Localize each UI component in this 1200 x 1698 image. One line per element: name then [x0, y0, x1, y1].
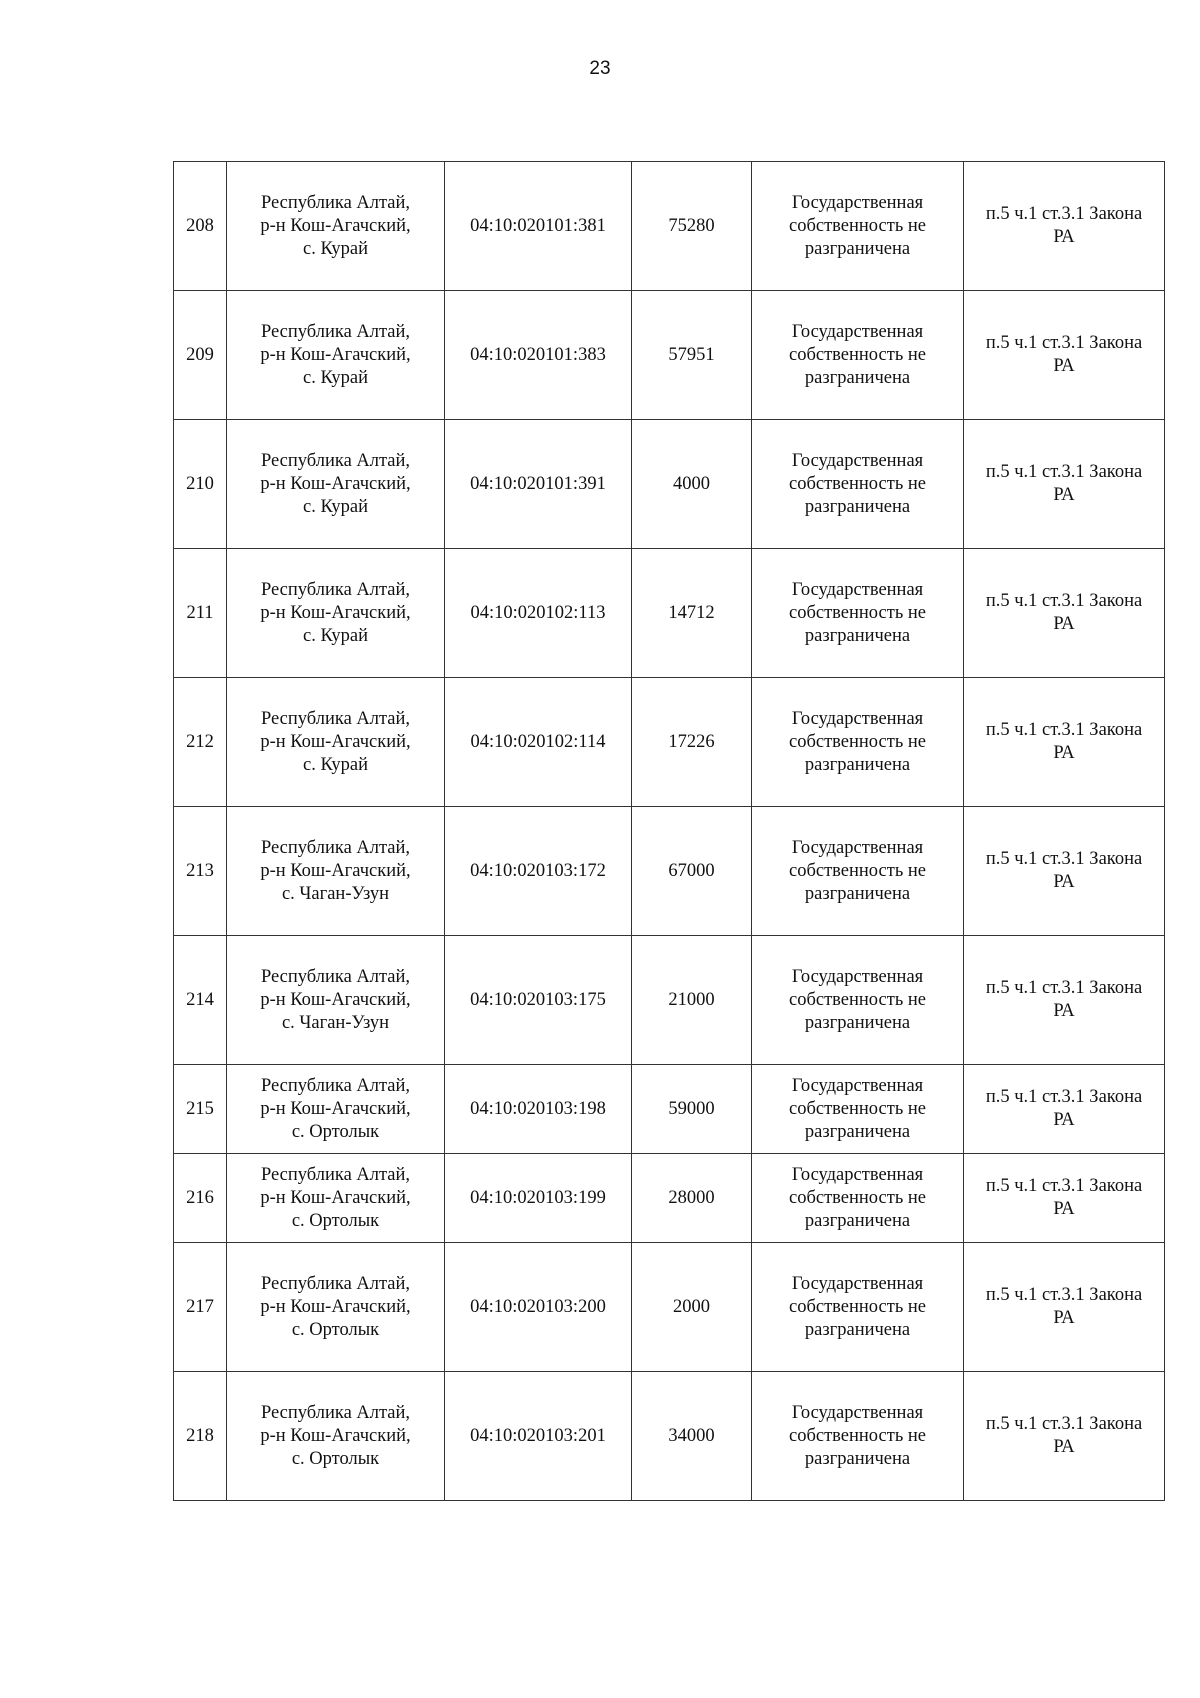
address-cell-line: Республика Алтай, [260, 1402, 411, 1423]
ownership-cell-line: Государственная [791, 321, 924, 342]
ownership-cell [752, 1065, 964, 1154]
ownership-cell-line: собственность не [789, 731, 926, 752]
address-cell-line: Республика Алтай, [260, 579, 411, 600]
address-cell [227, 678, 445, 807]
table-row [174, 807, 1165, 936]
address-cell-line: р-н Кош-Агачский, [260, 860, 411, 881]
legal-basis-cell-line: РА [1053, 1110, 1075, 1130]
address-cell [227, 807, 445, 936]
address-cell-line: с. Курай [302, 625, 369, 646]
legal-basis-cell-line: РА [1053, 485, 1075, 505]
legal-basis-cell [964, 162, 1165, 291]
area-cell: 67000 [632, 807, 752, 936]
address-cell [227, 549, 445, 678]
address-cell-line: Республика Алтай, [260, 192, 411, 213]
page-number: 23 [589, 58, 611, 79]
address-cell-line: с. Курай [302, 496, 369, 517]
address-cell-line: с. Чаган-Узун [281, 883, 390, 904]
legal-basis-cell-line: п.5 ч.1 ст.3.1 Закона [985, 462, 1143, 482]
ownership-cell-line: Государственная [791, 192, 924, 213]
cadastral-number-cell: 04:10:020103:172 [445, 807, 632, 936]
land-plot-table [173, 161, 1165, 1501]
legal-basis-cell-line: п.5 ч.1 ст.3.1 Закона [985, 720, 1143, 740]
legal-basis-cell-line: п.5 ч.1 ст.3.1 Закона [985, 978, 1143, 998]
address-cell-line: р-н Кош-Агачский, [260, 215, 411, 236]
cadastral-number-cell: 04:10:020101:391 [445, 420, 632, 549]
ownership-cell-line: разграничена [804, 238, 911, 259]
address-cell-line: р-н Кош-Агачский, [260, 731, 411, 752]
address-cell [227, 936, 445, 1065]
area-cell: 21000 [632, 936, 752, 1065]
table-row [174, 549, 1165, 678]
address-cell-line: с. Чаган-Узун [281, 1012, 390, 1033]
table-row [174, 291, 1165, 420]
legal-basis-cell-line: п.5 ч.1 ст.3.1 Закона [985, 1414, 1143, 1434]
ownership-cell-line: Государственная [791, 450, 924, 471]
legal-basis-cell-line: РА [1053, 1437, 1075, 1457]
row-number-cell: 215 [174, 1065, 227, 1154]
ownership-cell-line: собственность не [789, 860, 926, 881]
address-cell-line: Республика Алтай, [260, 1075, 411, 1096]
legal-basis-cell-line: п.5 ч.1 ст.3.1 Закона [985, 333, 1143, 353]
cadastral-number-cell: 04:10:020101:383 [445, 291, 632, 420]
address-cell-line: с. Курай [302, 754, 369, 775]
legal-basis-cell-line: РА [1053, 356, 1075, 376]
legal-basis-cell [964, 936, 1165, 1065]
ownership-cell-line: собственность не [789, 1296, 926, 1317]
table-row [174, 1154, 1165, 1243]
ownership-cell [752, 549, 964, 678]
address-cell-line: с. Ортолык [291, 1121, 380, 1142]
area-cell: 75280 [632, 162, 752, 291]
table-row [174, 936, 1165, 1065]
ownership-cell [752, 678, 964, 807]
legal-basis-cell-line: РА [1053, 743, 1075, 763]
address-cell [227, 162, 445, 291]
ownership-cell-line: разграничена [804, 1319, 911, 1340]
ownership-cell-line: разграничена [804, 1012, 911, 1033]
address-cell [227, 1154, 445, 1243]
legal-basis-cell-line: п.5 ч.1 ст.3.1 Закона [985, 204, 1143, 224]
area-cell: 28000 [632, 1154, 752, 1243]
area-cell: 14712 [632, 549, 752, 678]
cadastral-number-cell: 04:10:020103:199 [445, 1154, 632, 1243]
table-row [174, 1065, 1165, 1154]
ownership-cell-line: Государственная [791, 1402, 924, 1423]
legal-basis-cell [964, 807, 1165, 936]
area-cell: 4000 [632, 420, 752, 549]
address-cell-line: с. Курай [302, 367, 369, 388]
address-cell-line: Республика Алтай, [260, 1164, 411, 1185]
ownership-cell-line: разграничена [804, 496, 911, 517]
ownership-cell-line: разграничена [804, 625, 911, 646]
address-cell-line: р-н Кош-Агачский, [260, 602, 411, 623]
cadastral-number-cell: 04:10:020102:114 [445, 678, 632, 807]
address-cell-line: Республика Алтай, [260, 708, 411, 729]
cadastral-number-cell: 04:10:020103:198 [445, 1065, 632, 1154]
legal-basis-cell-line: РА [1053, 1199, 1075, 1219]
address-cell [227, 1372, 445, 1501]
address-cell-line: Республика Алтай, [260, 321, 411, 342]
legal-basis-cell-line: РА [1053, 1001, 1075, 1021]
ownership-cell-line: собственность не [789, 215, 926, 236]
row-number-cell: 217 [174, 1243, 227, 1372]
area-cell: 2000 [632, 1243, 752, 1372]
address-cell-line: р-н Кош-Агачский, [260, 1187, 411, 1208]
address-cell-line: р-н Кош-Агачский, [260, 473, 411, 494]
address-cell-line: р-н Кош-Агачский, [260, 1425, 411, 1446]
cadastral-number-cell: 04:10:020102:113 [445, 549, 632, 678]
table-row [174, 162, 1165, 291]
legal-basis-cell-line: п.5 ч.1 ст.3.1 Закона [985, 849, 1143, 869]
ownership-cell [752, 807, 964, 936]
row-number-cell: 214 [174, 936, 227, 1065]
cadastral-number-cell: 04:10:020103:175 [445, 936, 632, 1065]
address-cell-line: р-н Кош-Агачский, [260, 989, 411, 1010]
area-cell: 17226 [632, 678, 752, 807]
ownership-cell-line: собственность не [789, 344, 926, 365]
row-number-cell: 208 [174, 162, 227, 291]
ownership-cell [752, 1154, 964, 1243]
ownership-cell-line: Государственная [791, 837, 924, 858]
table-row [174, 1243, 1165, 1372]
address-cell-line: Республика Алтай, [260, 1273, 411, 1294]
legal-basis-cell [964, 291, 1165, 420]
legal-basis-cell-line: п.5 ч.1 ст.3.1 Закона [985, 591, 1143, 611]
ownership-cell-line: Государственная [791, 1164, 924, 1185]
ownership-cell-line: собственность не [789, 473, 926, 494]
ownership-cell-line: разграничена [804, 367, 911, 388]
row-number-cell: 216 [174, 1154, 227, 1243]
ownership-cell-line: разграничена [804, 1210, 911, 1231]
row-number-cell: 212 [174, 678, 227, 807]
address-cell-line: Республика Алтай, [260, 837, 411, 858]
ownership-cell-line: Государственная [791, 579, 924, 600]
ownership-cell-line: Государственная [791, 708, 924, 729]
address-cell [227, 420, 445, 549]
address-cell-line: р-н Кош-Агачский, [260, 344, 411, 365]
address-cell [227, 1065, 445, 1154]
address-cell-line: с. Курай [302, 238, 369, 259]
legal-basis-cell-line: РА [1053, 1308, 1075, 1328]
ownership-cell [752, 936, 964, 1065]
row-number-cell: 211 [174, 549, 227, 678]
table-row [174, 420, 1165, 549]
ownership-cell-line: разграничена [804, 1121, 911, 1142]
address-cell-line: с. Ортолык [291, 1210, 380, 1231]
cadastral-number-cell: 04:10:020103:201 [445, 1372, 632, 1501]
address-cell-line: р-н Кош-Агачский, [260, 1296, 411, 1317]
ownership-cell-line: собственность не [789, 1425, 926, 1446]
row-number-cell: 210 [174, 420, 227, 549]
legal-basis-cell-line: п.5 ч.1 ст.3.1 Закона [985, 1087, 1143, 1107]
legal-basis-cell [964, 1154, 1165, 1243]
legal-basis-cell [964, 678, 1165, 807]
address-cell [227, 1243, 445, 1372]
address-cell-line: Республика Алтай, [260, 966, 411, 987]
ownership-cell-line: разграничена [804, 754, 911, 775]
ownership-cell [752, 162, 964, 291]
area-cell: 34000 [632, 1372, 752, 1501]
ownership-cell-line: собственность не [789, 1098, 926, 1119]
address-cell [227, 291, 445, 420]
ownership-cell-line: Государственная [791, 1075, 924, 1096]
legal-basis-cell-line: РА [1053, 614, 1075, 634]
table-row [174, 1372, 1165, 1501]
ownership-cell-line: собственность не [789, 602, 926, 623]
legal-basis-cell [964, 420, 1165, 549]
ownership-cell [752, 1243, 964, 1372]
row-number-cell: 218 [174, 1372, 227, 1501]
area-cell: 57951 [632, 291, 752, 420]
ownership-cell-line: разграничена [804, 883, 911, 904]
table-body [174, 162, 1165, 1501]
legal-basis-cell [964, 1243, 1165, 1372]
cadastral-number-cell: 04:10:020103:200 [445, 1243, 632, 1372]
ownership-cell-line: Государственная [791, 1273, 924, 1294]
address-cell-line: р-н Кош-Агачский, [260, 1098, 411, 1119]
legal-basis-cell-line: РА [1053, 227, 1075, 247]
address-cell-line: с. Ортолык [291, 1448, 380, 1469]
legal-basis-cell [964, 549, 1165, 678]
table-row [174, 678, 1165, 807]
legal-basis-cell [964, 1065, 1165, 1154]
address-cell-line: с. Ортолык [291, 1319, 380, 1340]
ownership-cell [752, 420, 964, 549]
ownership-cell-line: разграничена [804, 1448, 911, 1469]
ownership-cell-line: Государственная [791, 966, 924, 987]
legal-basis-cell-line: п.5 ч.1 ст.3.1 Закона [985, 1176, 1143, 1196]
row-number-cell: 213 [174, 807, 227, 936]
legal-basis-cell [964, 1372, 1165, 1501]
ownership-cell [752, 1372, 964, 1501]
legal-basis-cell-line: РА [1053, 872, 1075, 892]
row-number-cell: 209 [174, 291, 227, 420]
address-cell-line: Республика Алтай, [260, 450, 411, 471]
ownership-cell-line: собственность не [789, 1187, 926, 1208]
ownership-cell [752, 291, 964, 420]
area-cell: 59000 [632, 1065, 752, 1154]
cadastral-number-cell: 04:10:020101:381 [445, 162, 632, 291]
legal-basis-cell-line: п.5 ч.1 ст.3.1 Закона [985, 1285, 1143, 1305]
ownership-cell-line: собственность не [789, 989, 926, 1010]
